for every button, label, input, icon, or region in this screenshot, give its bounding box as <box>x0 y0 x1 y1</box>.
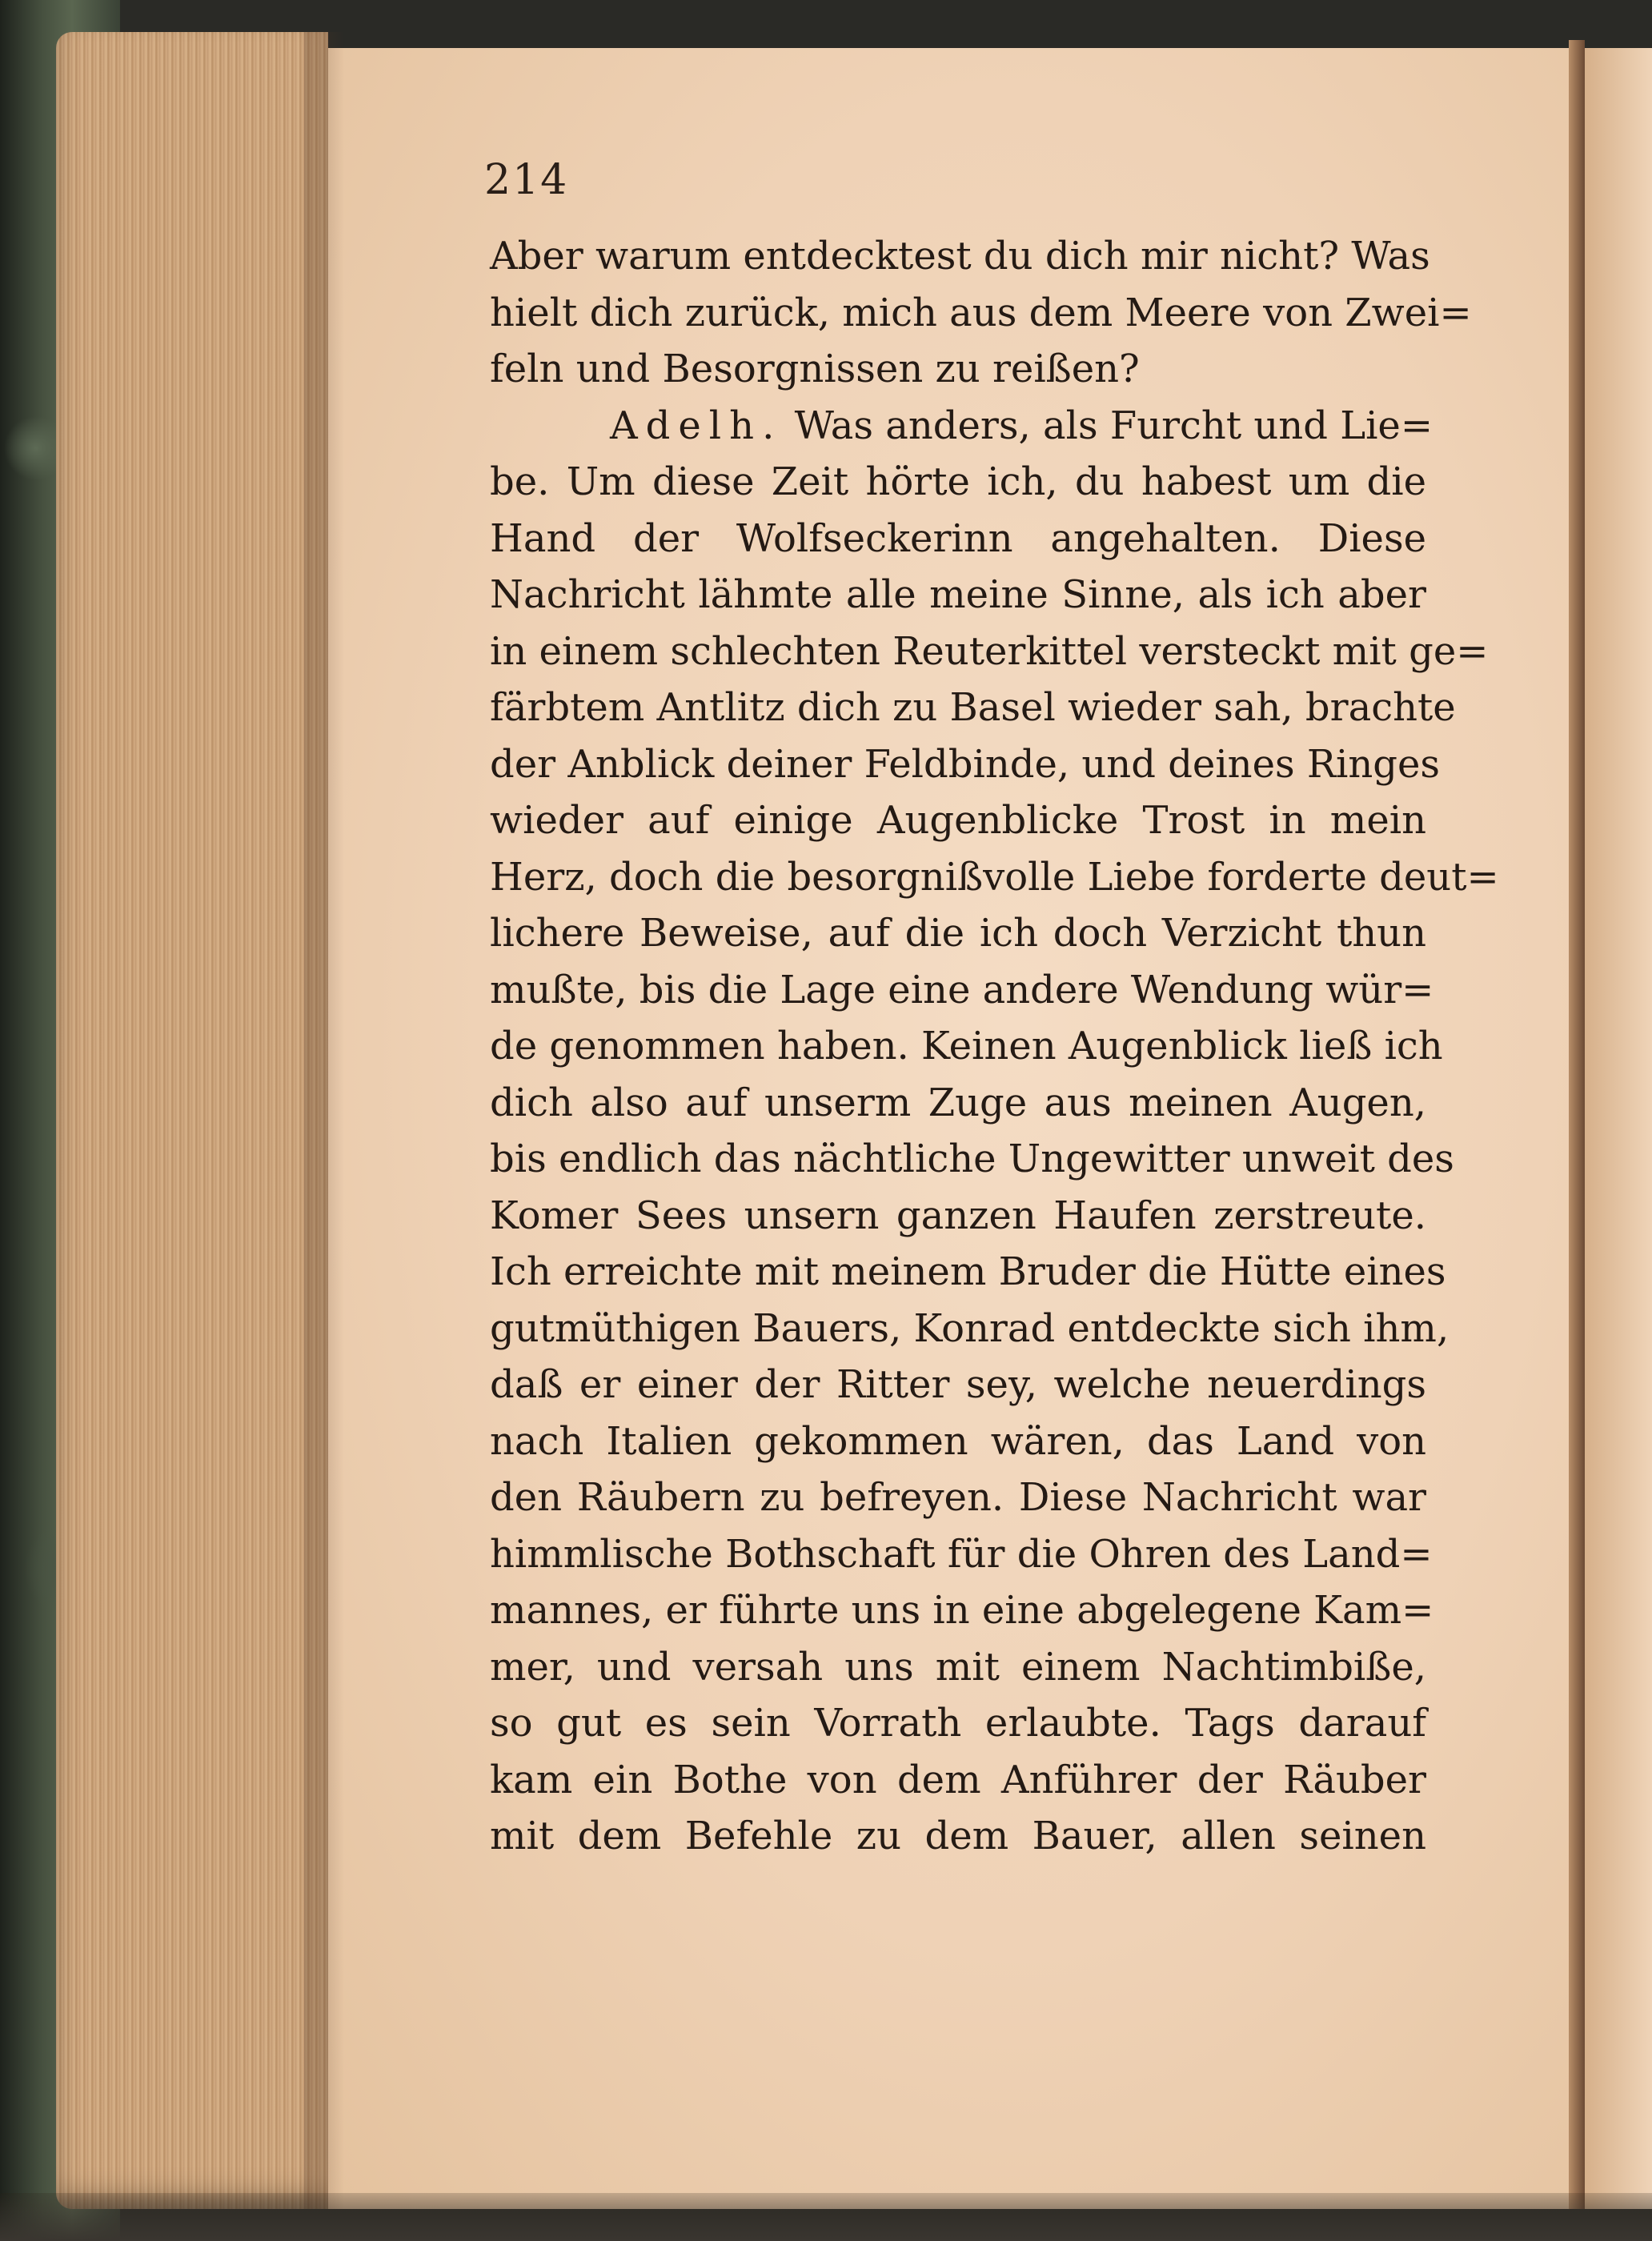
page-number: 214 <box>484 156 569 204</box>
text-line: mit dem Befehle zu dem Bauer, allen seinen <box>490 1814 1426 1858</box>
text-line: gutmüthigen Bauers, Konrad entdeckte sich ihm, <box>490 1305 1450 1351</box>
text-line: färbtem Antlitz dich zu Basel wieder sah, brachte <box>490 685 1456 730</box>
text-line: nach Italien gekommen wären, das Land von <box>490 1418 1426 1464</box>
text-line: Ich erreichte mit meinem Bruder die Hütte eines <box>490 1249 1446 1294</box>
text-line: bis endlich das nächtliche Ungewitter unweit des <box>490 1137 1454 1181</box>
text-line: lichere Beweise, auf die ich doch Verzicht thun <box>490 911 1426 956</box>
text-line: Nachricht lähmte alle meine Sinne, als ich aber <box>490 572 1426 617</box>
text-line: Aber warum entdecktest du dich mir nicht? Was <box>490 234 1430 279</box>
text-line: daß er einer der Ritter sey, welche neuerdings <box>490 1362 1426 1407</box>
text-line: wieder auf einige Augenblicke Trost in mein <box>490 798 1426 843</box>
speech-line <box>490 398 1433 455</box>
text-line: mannes, er führte uns in eine abgelegene Kam= <box>490 1588 1434 1633</box>
speaker-name: Adelh. <box>610 403 783 448</box>
text-line: so gut es sein Vorrath erlaubte. Tags darauf <box>490 1701 1426 1746</box>
text-line: mer, und versah uns mit einem Nachtimbiße, <box>490 1644 1426 1690</box>
body-text <box>490 228 1499 1865</box>
text-line: Hand der Wolfseckerinn angehalten. Diese <box>490 515 1426 561</box>
text-line: mußte, bis die Lage eine andere Wendung wür= <box>490 967 1434 1012</box>
text-line: be. Um diese Zeit hörte ich, du habest um die <box>490 459 1426 504</box>
speech-text: Was anders, als Furcht und Lie= <box>794 403 1433 448</box>
text-line: kam ein Bothe von dem Anführer der Räuber <box>490 1757 1426 1802</box>
text-line: dich also auf unserm Zuge aus meinen Augen, <box>490 1080 1426 1125</box>
text-line: den Räubern zu befreyen. Diese Nachricht war <box>490 1475 1426 1520</box>
text-line: Komer Sees unsern ganzen Haufen zerstreute. <box>490 1193 1426 1238</box>
text-line: hielt dich zurück, mich aus dem Meere von Zwei= <box>490 290 1472 335</box>
page-edges <box>56 32 328 2209</box>
text-line: himmlische Bothschaft für die Ohren des Land= <box>490 1531 1433 1577</box>
text-line: Herz, doch die besorgnißvolle Liebe forderte deut= <box>490 854 1499 900</box>
bottom-shadow <box>0 2193 1652 2241</box>
text-line: in einem schlechten Reuterkittel versteckt mit ge= <box>490 628 1489 674</box>
text-line: feln und Besorgnissen zu reißen? <box>490 347 1140 391</box>
text-line: de genommen haben. Keinen Augenblick ließ ich <box>490 1024 1443 1068</box>
next-page-edge <box>1585 48 1652 2209</box>
page-gutter <box>1569 40 1585 2209</box>
text-line: der Anblick deiner Feldbinde, und deines Ringes <box>490 741 1441 787</box>
page-edge-shadow <box>304 32 344 2209</box>
